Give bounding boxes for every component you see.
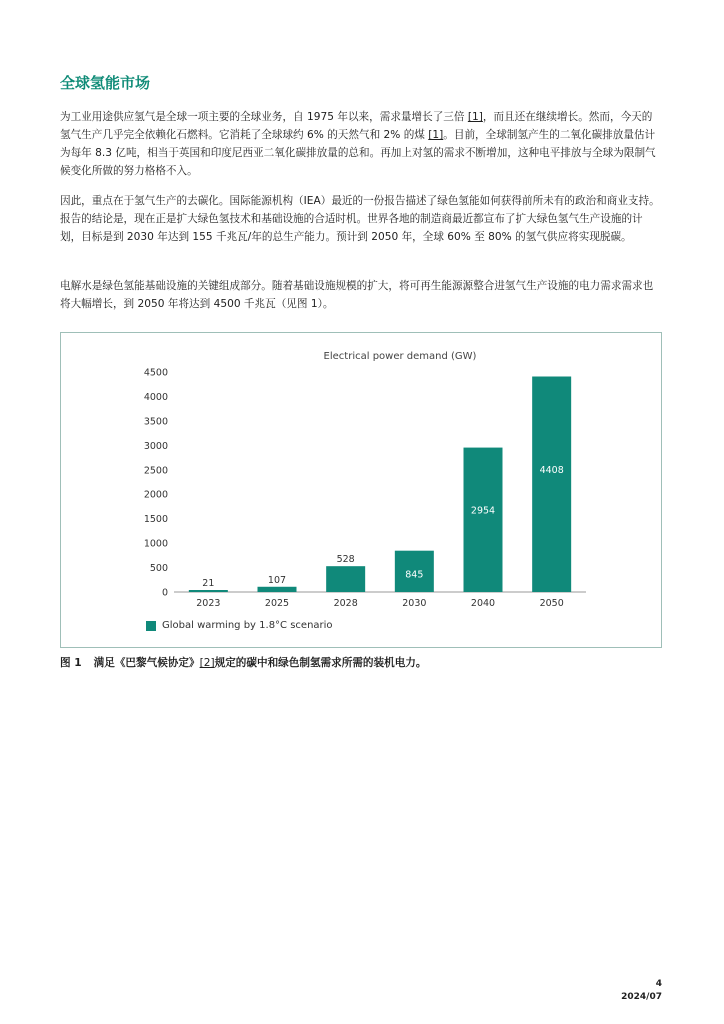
figure-caption-text-a: 满足《巴黎气候协定》 [93,657,200,669]
y-tick-label: 4500 [143,367,168,379]
paragraph-1-text-c: 。目前，全球制氢产生的二氧化碳排放量估计为每年 8.3 亿吨，相当于英国和印度尼西亚二氧化碳排放量的总和。再加上对氢的需求不断增加，这种电平排放与全球为限制气候变化所做的努力格格不入。 [60,129,656,177]
y-tick-label: 500 [149,563,168,575]
legend-swatch [146,621,156,631]
x-tick-label-2025: 2025 [264,598,290,609]
x-tick-label-2050: 2050 [539,598,564,609]
data-label-2040: 2954 [470,505,496,517]
bar-2023 [189,590,228,592]
page-number: 4 [655,979,662,989]
x-tick-label-2030: 2030 [402,598,427,609]
citation-link-3[interactable]: [2] [199,657,215,669]
bar-2025 [258,587,297,592]
chart-legend [146,620,333,631]
bar-2028 [326,566,365,592]
citation-link-2[interactable]: [1] [428,129,444,141]
y-tick-label: 2500 [143,465,168,477]
figure-caption [60,655,426,670]
y-tick-label: 3000 [143,440,168,452]
x-tick-label-2023: 2023 [196,598,221,609]
page-date: 2024/07 [621,992,662,1002]
x-tick-label-2028: 2028 [333,598,358,609]
y-tick-label: 1000 [143,538,168,550]
data-label-2023: 21 [202,578,215,589]
y-tick-label: 2000 [143,489,168,501]
page-footer [621,978,662,1004]
legend-label: Global warming by 1.8°C scenario [162,620,333,631]
paragraph-1 [60,108,662,180]
figure-1-chart [60,332,662,648]
paragraph-1-text-a: 为工业用途供应氢气是全球一项主要的全球业务，自 1975 年以来，需求量增长了三倍 [60,111,468,123]
bar-2050 [532,376,571,592]
y-tick-label: 1500 [143,514,168,526]
data-label-2028: 528 [336,554,355,566]
y-tick-label: 0 [161,587,168,599]
chart-title: Electrical power demand (GW) [323,351,477,362]
bar-chart [61,333,661,647]
paragraph-3: 电解水是绿色氢能基础设施的关键组成部分。随着基础设施规模的扩大，将可再生能源源整合进氢气生产设施的电力需求需求也将大幅增长，到 2050 年将达到 4500 千兆瓦（见图 1）。 [60,280,654,310]
paragraph-2: 因此，重点在于氢气生产的去碳化。国际能源机构（IEA）最近的一份报告描述了绿色氢能如何获得前所未有的政治和商业支持。报告的结论是，现在正是扩大绿色氢技术和基础设施的合适时机。世界各地的制造商最近都宣布了扩大绿色氢气生产设施的计划，目标是到 2030 年达到 155 千兆瓦/年的总生产能力。预计到 2050 年，全球 60% 至 80% 的氢气供应将实现脱碳。 [60,195,660,243]
figure-caption-text-b: 规定的碳中和绿色制氢需求所需的装机电力。 [214,657,427,669]
figure-label: 图 1 [60,657,82,669]
data-label-2025: 107 [267,574,287,586]
citation-link-1[interactable]: [1] [467,111,483,123]
y-tick-label: 3500 [143,416,168,428]
section-title: 全球氢能市场 [60,74,151,92]
data-label-2030: 845 [405,569,424,581]
data-label-2050: 4408 [539,465,564,477]
x-tick-label-2040: 2040 [470,598,496,609]
bar-2040 [464,448,503,592]
paragraph-1-text-b: ，而且还在继续增长。然而，今天的氢气生产几乎完全依赖化石燃料。它消耗了全球球约 6% 的天然气和 2% 的煤 [60,111,653,141]
y-tick-label: 4000 [143,391,168,403]
